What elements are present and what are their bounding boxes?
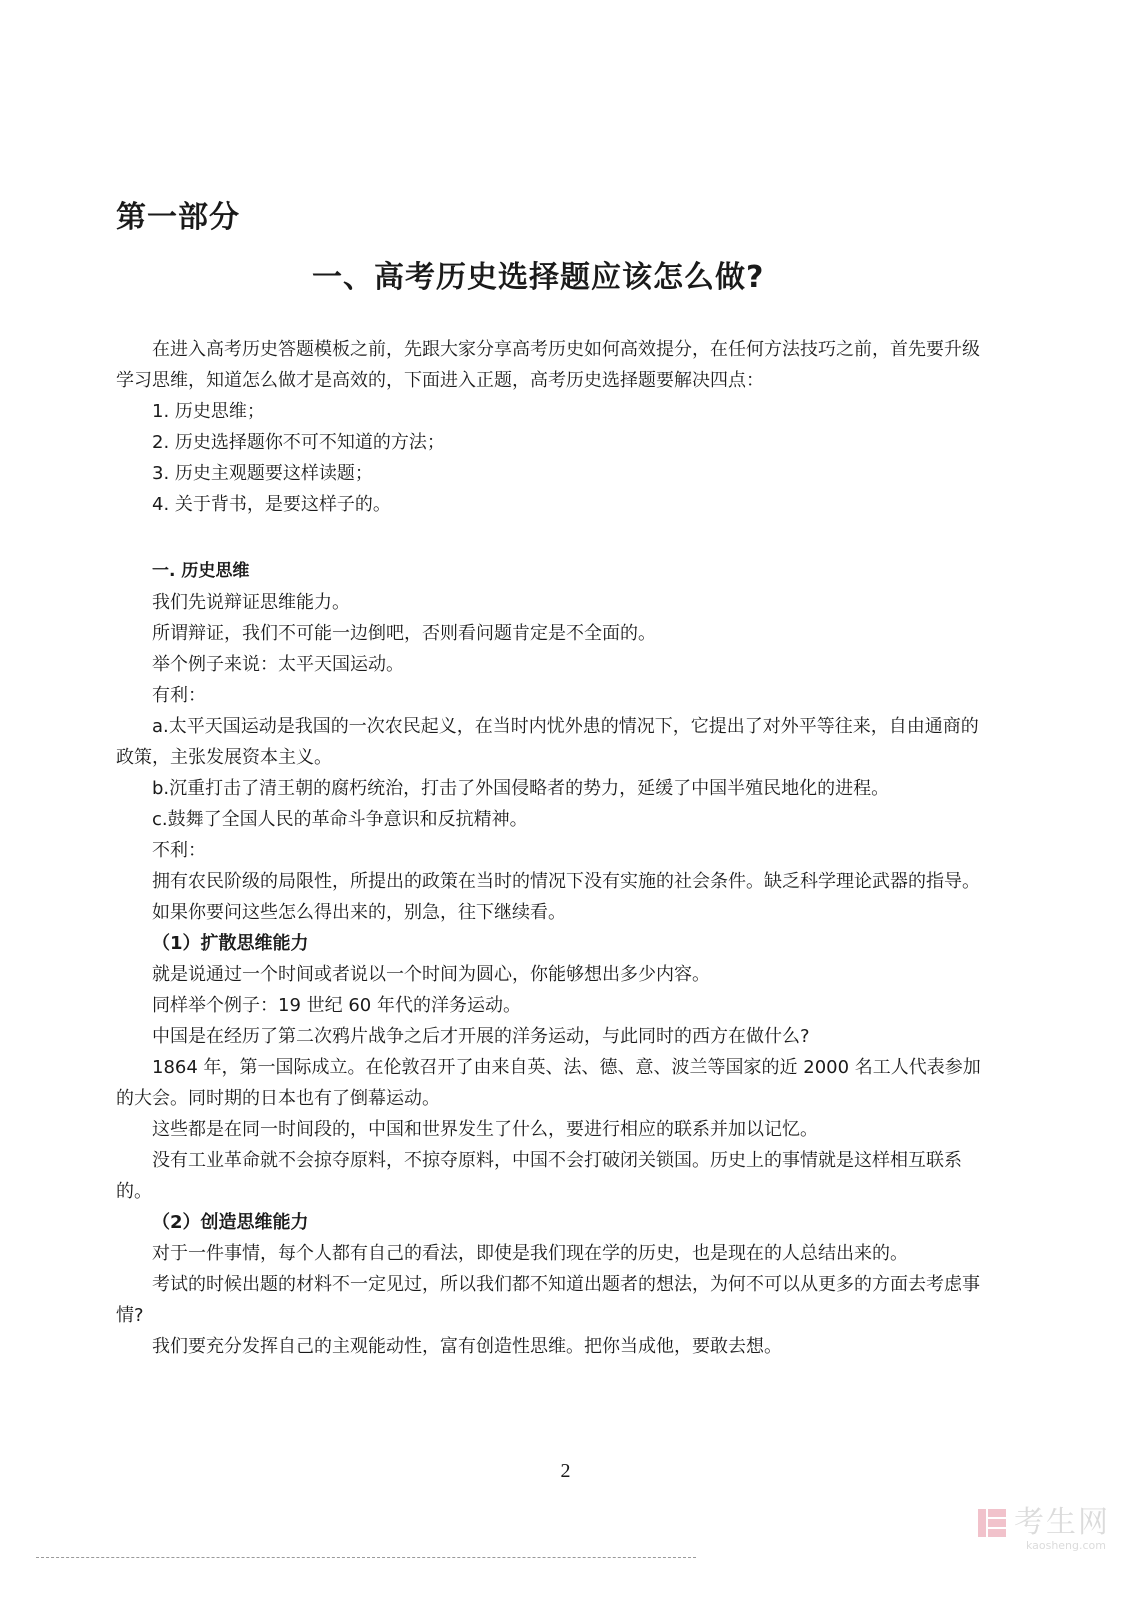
body-line: 举个例子来说：太平天国运动。 — [152, 654, 404, 675]
body-line: 所谓辩证，我们不可能一边倒吧，否则看问题肯定是不全面的。 — [152, 623, 656, 644]
watermark-name: 考生网 — [1014, 1505, 1110, 1540]
bottom-divider — [36, 1557, 696, 1559]
intro-list-item: 4. 关于背书，是要这样子的。 — [152, 494, 391, 515]
body-line: 就是说通过一个时间或者说以一个时间为圆心，你能够想出多少内容。 — [152, 964, 710, 985]
watermark — [930, 1505, 1110, 1552]
intro-list-item: 2. 历史选择题你不可不知道的方法； — [152, 432, 445, 453]
body-line: a.太平天国运动是我国的一次农民起义，在当时内忧外患的情况下，它提出了对外平等往来，自由通商的政策，主张发展资本主义。 — [116, 716, 979, 768]
main-title: 一、高考历史选择题应该怎么做? — [312, 260, 765, 295]
body-line: 有利： — [152, 685, 206, 706]
body-line: 如果你要问这些怎么得出来的，别急，往下继续看。 — [152, 902, 566, 923]
body-line: 没有工业革命就不会掠夺原料，不掠夺原料，中国不会打破闭关锁国。历史上的事情就是这样相互联系的。 — [116, 1150, 962, 1202]
body-line: 对于一件事情，每个人都有自己的看法，即使是我们现在学的历史，也是现在的人总结出来的。 — [152, 1243, 908, 1264]
subsection-title: （1）扩散思维能力 — [152, 933, 309, 954]
body-line: 考试的时候出题的材料不一定见过，所以我们都不知道出题者的想法，为何不可以从更多的方面去考虑事情? — [116, 1274, 980, 1326]
subsection-title: （2）创造思维能力 — [152, 1212, 309, 1233]
section-title: 一. 历史思维 — [152, 561, 250, 581]
watermark-url: kaosheng.com — [1025, 1539, 1106, 1552]
intro-list-item: 3. 历史主观题要这样读题； — [152, 463, 373, 484]
intro-block — [116, 334, 996, 520]
body-line: 这些都是在同一时间段的，中国和世界发生了什么，要进行相应的联系并加以记忆。 — [152, 1119, 818, 1140]
watermark-logo-icon — [978, 1509, 1006, 1537]
body-line: 我们先说辩证思维能力。 — [152, 592, 350, 613]
page-number: 2 — [560, 1460, 571, 1482]
body-line: 拥有农民阶级的局限性，所提出的政策在当时的情况下没有实施的社会条件。缺乏科学理论武器的指导。 — [152, 871, 980, 892]
part-heading: 第一部分 — [116, 200, 240, 235]
body-line: c.鼓舞了全国人民的革命斗争意识和反抗精神。 — [152, 809, 528, 830]
body-line: 同样举个例子：19 世纪 60 年代的洋务运动。 — [152, 995, 521, 1016]
body-line: 中国是在经历了第二次鸦片战争之后才开展的洋务运动，与此同时的西方在做什么? — [152, 1026, 810, 1047]
section-historical-thinking — [116, 556, 996, 1362]
intro-list-item: 1. 历史思维； — [152, 401, 265, 422]
body-line: b.沉重打击了清王朝的腐朽统治，打击了外国侵略者的势力，延缓了中国半殖民地化的进程。 — [152, 778, 890, 799]
body-line: 不利： — [152, 840, 206, 861]
body-line: 我们要充分发挥自己的主观能动性，富有创造性思维。把你当成他，要敢去想。 — [152, 1336, 782, 1357]
body-line: 1864 年，第一国际成立。在伦敦召开了由来自英、法、德、意、波兰等国家的近 2000 名工人代表参加的大会。同时期的日本也有了倒幕运动。 — [116, 1057, 981, 1109]
intro-paragraph: 在进入高考历史答题模板之前，先跟大家分享高考历史如何高效提分，在任何方法技巧之前，首先要升级学习思维，知道怎么做才是高效的，下面进入正题，高考历史选择题要解决四点： — [116, 339, 980, 391]
